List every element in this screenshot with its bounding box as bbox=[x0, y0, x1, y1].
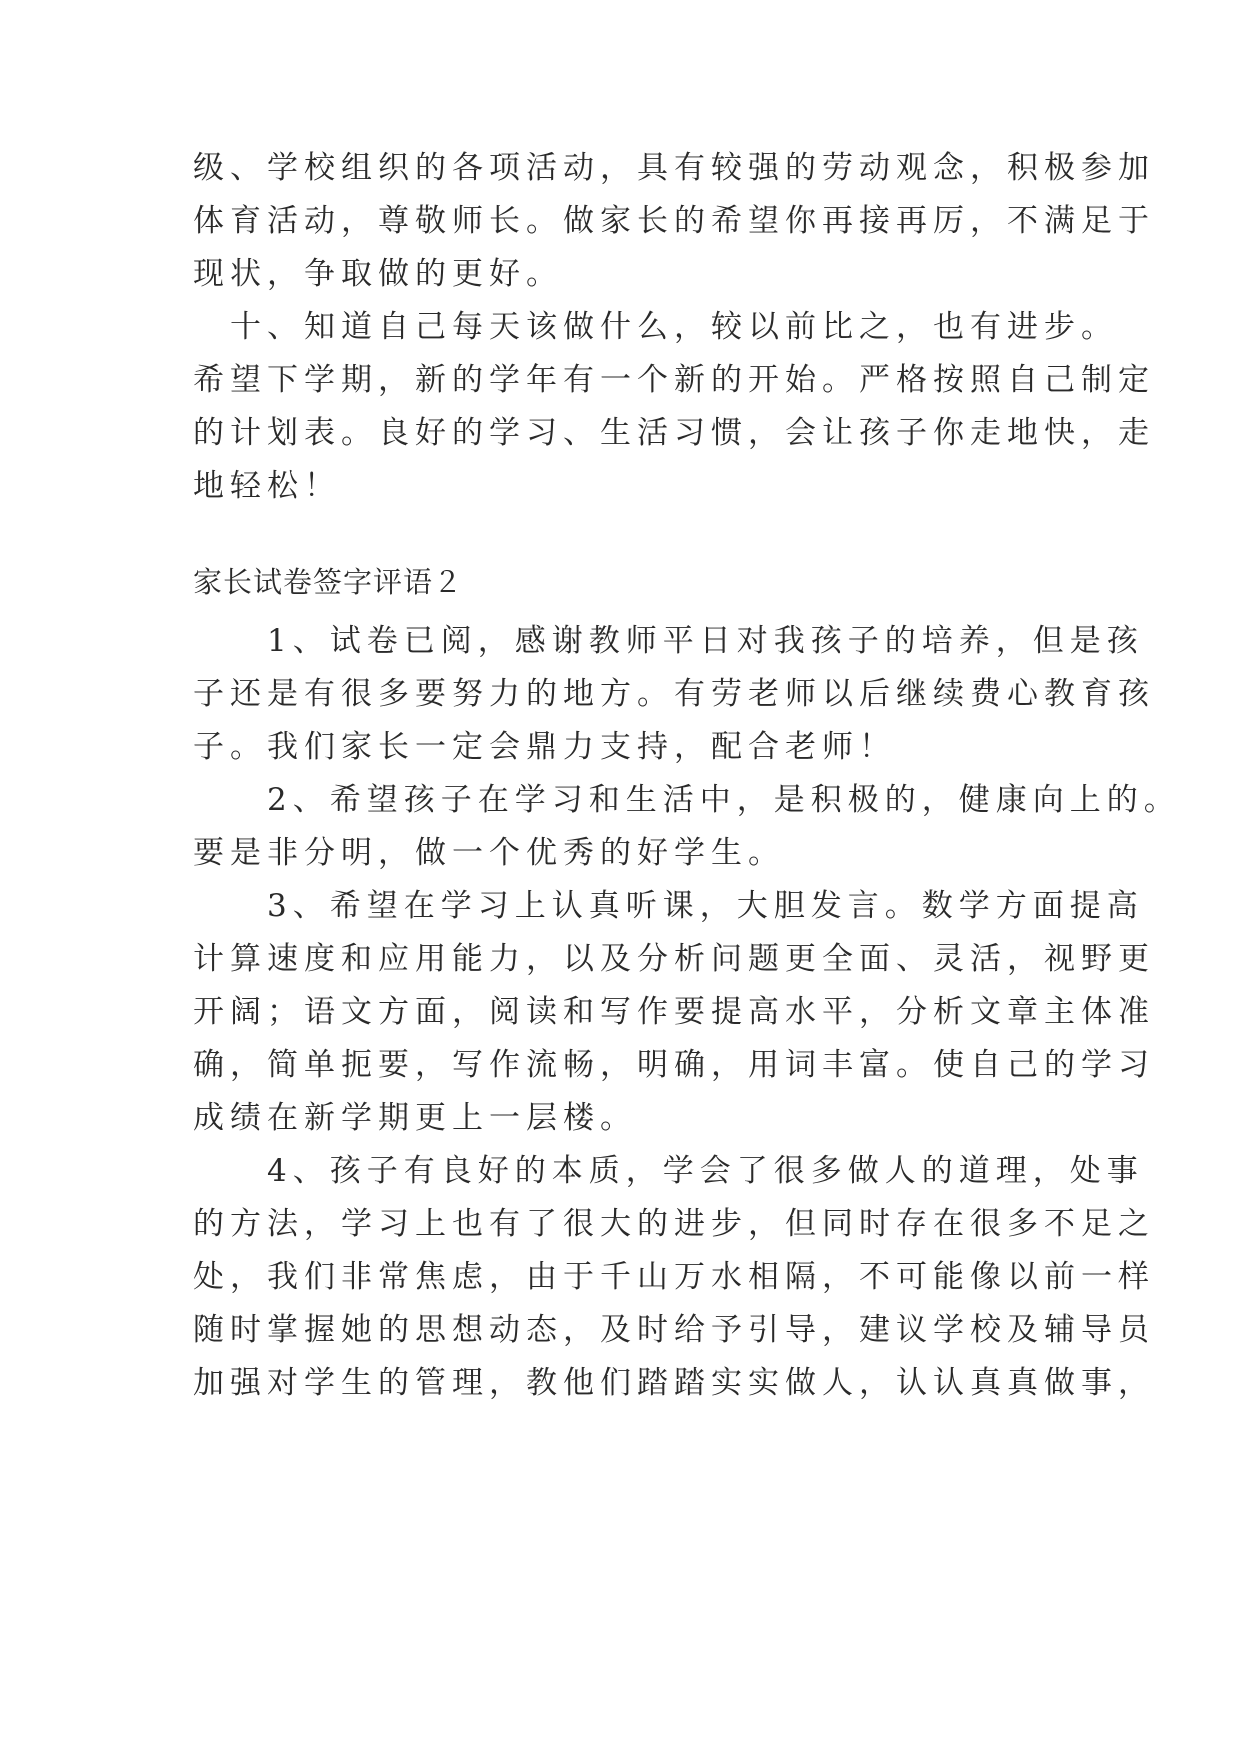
text-line: 的方法，学习上也有了很大的进步，但同时存在很多不足之 bbox=[193, 1206, 1155, 1242]
text-line: 现状，争取做的更好。 bbox=[193, 256, 563, 292]
text-line: 2、希望孩子在学习和生活中，是积极的，健康向上的。 bbox=[193, 782, 1181, 818]
text-line: 希望下学期，新的学年有一个新的开始。严格按照自己制定 bbox=[193, 362, 1155, 398]
text-line: 3、希望在学习上认真听课，大胆发言。数学方面提高 bbox=[193, 888, 1144, 924]
text-line: 随时掌握她的思想动态，及时给予引导，建议学校及辅导员 bbox=[193, 1312, 1155, 1348]
text-line: 计算速度和应用能力，以及分析问题更全面、灵活，视野更 bbox=[193, 941, 1155, 977]
section-title: 家长试卷签字评语２ bbox=[193, 565, 464, 599]
text-line: 的计划表。良好的学习、生活习惯，会让孩子你走地快，走 bbox=[193, 415, 1155, 451]
text-line: 处，我们非常焦虑，由于千山万水相隔，不可能像以前一样 bbox=[193, 1259, 1155, 1295]
text-line: 十、知道自己每天该做什么，较以前比之，也有进步。 bbox=[193, 309, 1118, 345]
text-line: 体育活动，尊敬师长。做家长的希望你再接再厉，不满足于 bbox=[193, 203, 1155, 239]
text-line: 开阔；语文方面，阅读和写作要提高水平，分析文章主体准 bbox=[193, 994, 1155, 1030]
text-line: 加强对学生的管理，教他们踏踏实实做人，认认真真做事， bbox=[193, 1365, 1155, 1401]
text-line: 子还是有很多要努力的地方。有劳老师以后继续费心教育孩 bbox=[193, 676, 1155, 712]
text-line: 地轻松！ bbox=[193, 468, 341, 504]
text-line: 要是非分明，做一个优秀的好学生。 bbox=[193, 835, 785, 871]
text-line: 4、孩子有良好的本质，学会了很多做人的道理，处事 bbox=[193, 1153, 1144, 1189]
text-line: 级、学校组织的各项活动，具有较强的劳动观念，积极参加 bbox=[193, 150, 1155, 186]
text-line: 子。我们家长一定会鼎力支持，配合老师！ bbox=[193, 729, 896, 765]
text-line: 确，简单扼要，写作流畅，明确，用词丰富。使自己的学习 bbox=[193, 1047, 1155, 1083]
text-line: 1、试卷已阅，感谢教师平日对我孩子的培养，但是孩 bbox=[193, 623, 1144, 659]
text-line: 成绩在新学期更上一层楼。 bbox=[193, 1100, 637, 1136]
